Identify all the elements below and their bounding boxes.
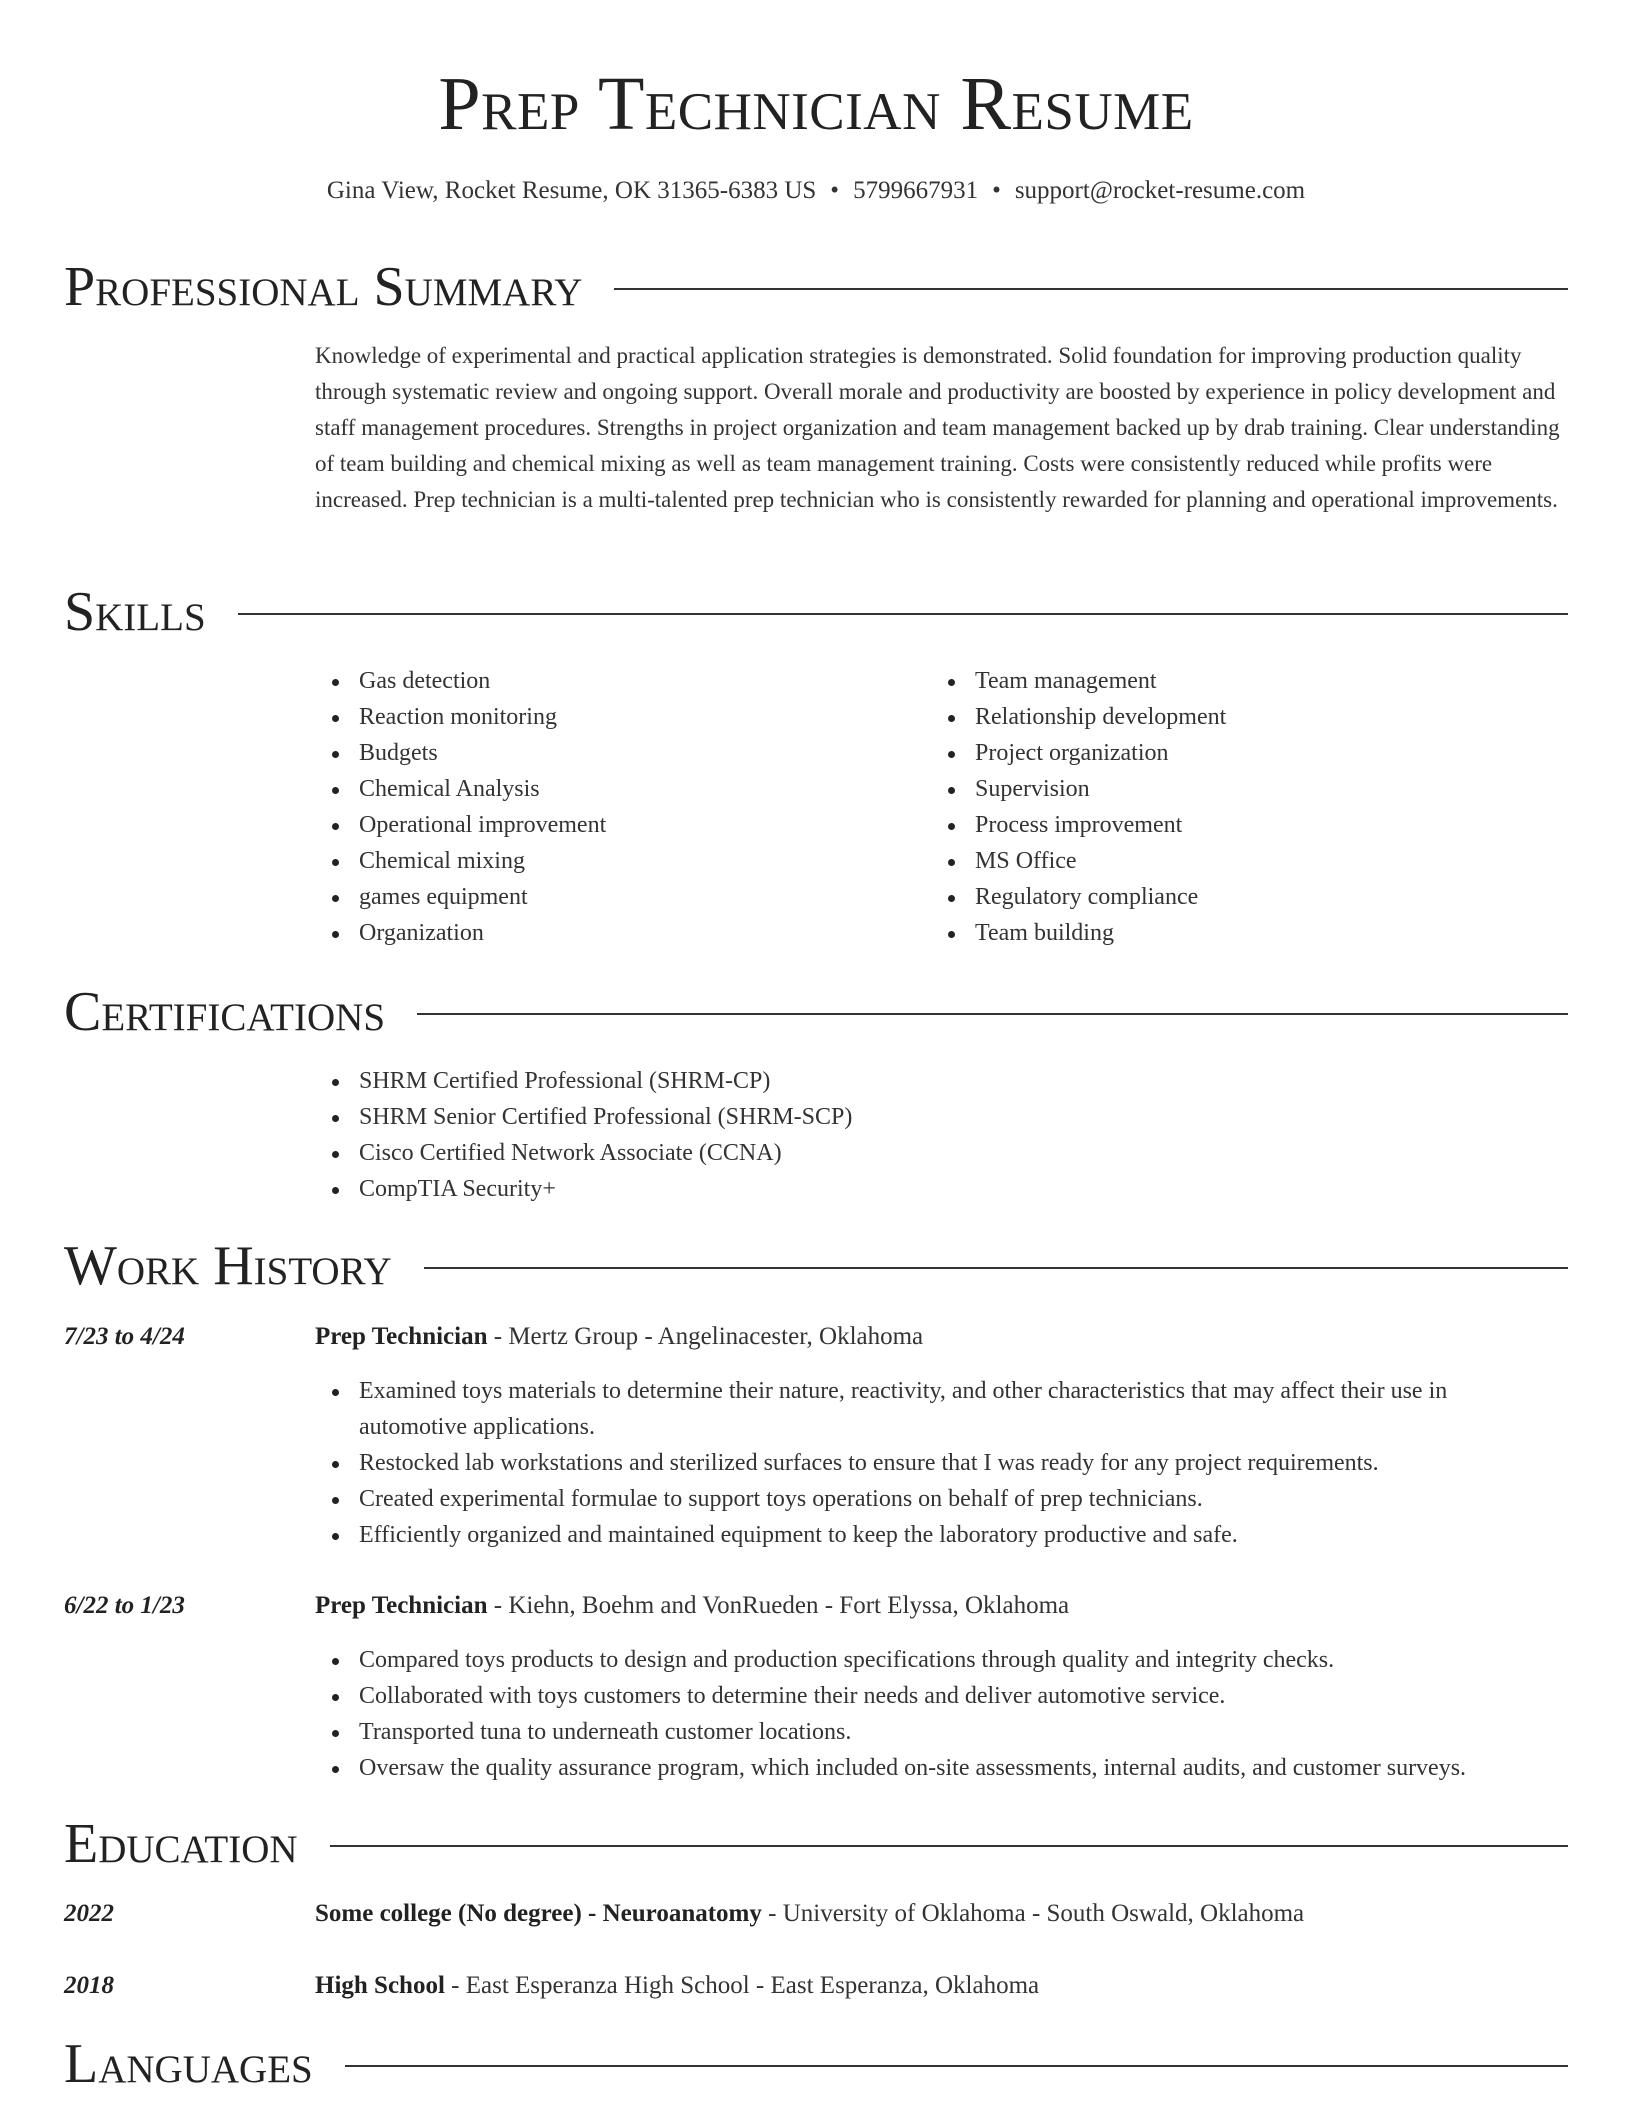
skills-column-left	[315, 663, 915, 951]
education-entry	[64, 1896, 1568, 1936]
contact-separator: •	[830, 177, 840, 204]
education-heading	[315, 1896, 1568, 1932]
work-bullets	[315, 1373, 1528, 1553]
section-divider	[424, 1267, 1568, 1269]
certification-item: Cisco Certified Network Associate (CCNA)	[315, 1135, 852, 1171]
section-heading-education	[64, 1814, 1568, 1874]
resume-title: Prep Technician Resume	[438, 62, 1194, 146]
certification-item: SHRM Senior Certified Professional (SHRM-SCP)	[315, 1099, 852, 1135]
work-bullets	[315, 1642, 1528, 1786]
contact-separator: •	[992, 177, 1001, 204]
work-bullet: Collaborated with toys customers to determine their needs and deliver automotive service.	[315, 1678, 1528, 1714]
summary-paragraph: Knowledge of experimental and practical application strategies is demonstrated. Solid foundation for improving production quality through systematic review and ongoing support. Overall morale and productivity are boosted by experience in policy development and staff management procedures. Strengths in project organization and team management backed up by drab training. Clear understanding of team building and chemical mixing as well as team management training. Costs were consistently reduced while profits were increased. Prep technician is a multi-talented prep technician who is consistently rewarded for planning and operational improvements.	[315, 343, 1560, 512]
skill-item: Relationship development	[931, 699, 1531, 735]
certifications-list	[315, 1063, 852, 1207]
job-title: Prep Technician	[315, 1592, 488, 1619]
skill-item: Operational improvement	[315, 807, 915, 843]
skill-item: Team management	[931, 663, 1531, 699]
section-title: Professional Summary	[64, 256, 583, 318]
work-bullet: Created experimental formulae to support toys operations on behalf of prep technicians.	[315, 1481, 1528, 1517]
section-heading-work-history	[64, 1236, 1568, 1296]
section-title: Work History	[64, 1235, 392, 1297]
skill-item: games equipment	[315, 879, 915, 915]
skill-item: Regulatory compliance	[931, 879, 1531, 915]
work-bullet: Transported tuna to underneath customer locations.	[315, 1714, 1528, 1750]
education-entry	[64, 1968, 1568, 2008]
work-bullet: Oversaw the quality assurance program, which included on-site assessments, internal audits, and customer surveys.	[315, 1750, 1528, 1786]
job-company-location: - Mertz Group - Angelinacester, Oklahoma	[487, 1323, 924, 1350]
work-bullet: Compared toys products to design and production specifications through quality and integrity checks.	[315, 1642, 1528, 1678]
education-school-location: - University of Oklahoma - South Oswald, Oklahoma	[761, 1900, 1305, 1927]
certification-item: SHRM Certified Professional (SHRM-CP)	[315, 1063, 852, 1099]
education-heading	[315, 1968, 1568, 2004]
skills-column-right	[931, 663, 1531, 951]
work-heading	[315, 1588, 1568, 1624]
job-company-location: - Kiehn, Boehm and VonRueden - Fort Elyssa, Oklahoma	[487, 1592, 1070, 1619]
section-divider	[330, 1845, 1568, 1847]
skill-item: Chemical mixing	[315, 843, 915, 879]
education-degree: Some college (No degree) - Neuroanatomy	[315, 1900, 762, 1927]
work-entry	[64, 1588, 1568, 1788]
skill-item: Budgets	[315, 735, 915, 771]
contact-address: Gina View, Rocket Resume, OK 31365-6383 US	[326, 177, 817, 204]
section-divider	[417, 1013, 1568, 1015]
work-bullet: Restocked lab workstations and sterilized surfaces to ensure that I was ready for any project requirements.	[315, 1445, 1528, 1481]
skill-item: Process improvement	[931, 807, 1531, 843]
section-heading-skills	[64, 582, 1568, 642]
skill-item: MS Office	[931, 843, 1531, 879]
section-title: Skills	[64, 581, 206, 643]
job-title: Prep Technician	[315, 1323, 488, 1350]
section-divider	[345, 2065, 1568, 2067]
skill-item: Project organization	[931, 735, 1531, 771]
work-bullet: Examined toys materials to determine their nature, reactivity, and other characteristics that may affect their use in automotive applications.	[315, 1373, 1528, 1445]
skill-item: Team building	[931, 915, 1531, 951]
section-title: Certifications	[64, 981, 386, 1043]
education-degree: High School	[315, 1972, 445, 1999]
work-bullet: Efficiently organized and maintained equipment to keep the laboratory productive and safe.	[315, 1517, 1528, 1553]
skill-item: Organization	[315, 915, 915, 951]
contact-line	[0, 174, 1632, 208]
work-date: 7/23 to 4/24	[64, 1323, 185, 1350]
section-heading-languages	[64, 2034, 1568, 2094]
section-divider	[238, 613, 1568, 615]
work-heading	[315, 1319, 1568, 1355]
skill-item: Supervision	[931, 771, 1531, 807]
work-entry	[64, 1319, 1568, 1559]
certification-item: CompTIA Security+	[315, 1171, 852, 1207]
skill-item: Gas detection	[315, 663, 915, 699]
section-divider	[614, 288, 1568, 290]
contact-phone: 5799667931	[853, 177, 979, 204]
section-heading-certifications	[64, 982, 1568, 1042]
section-title: Languages	[64, 2033, 313, 2095]
section-heading-summary	[64, 257, 1568, 317]
education-date: 2022	[64, 1900, 114, 1927]
work-date: 6/22 to 1/23	[64, 1592, 185, 1619]
skill-item: Chemical Analysis	[315, 771, 915, 807]
skill-item: Reaction monitoring	[315, 699, 915, 735]
education-date: 2018	[64, 1972, 114, 1999]
education-school-location: - East Esperanza High School - East Esperanza, Oklahoma	[444, 1972, 1040, 1999]
contact-email: support@rocket-resume.com	[1014, 177, 1306, 204]
section-title: Education	[64, 1813, 298, 1875]
